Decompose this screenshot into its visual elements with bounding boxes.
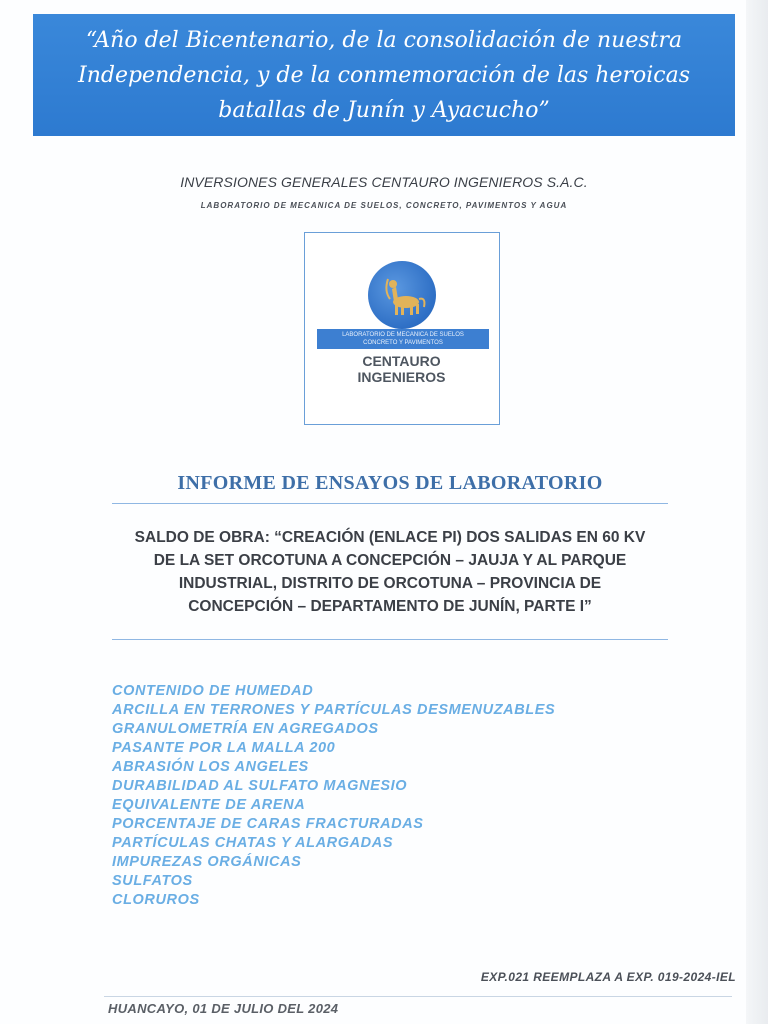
report-title: INFORME DE ENSAYOS DE LABORATORIO xyxy=(177,472,603,494)
banner-line: “Año del Bicentenario, de la consolidación de nuestra xyxy=(85,27,683,53)
project-divider xyxy=(112,639,668,640)
project-line: SALDO DE OBRA: “CREACIÓN (ENLACE PI) DOS SALIDAS EN 60 KV xyxy=(134,529,646,546)
list-item: CONTENIDO DE HUMEDAD xyxy=(112,683,314,699)
list-item: SULFATOS xyxy=(112,873,193,889)
company-subtitle: LABORATORIO DE MECANICA DE SUELOS, CONCRETO, PAVIMENTOS Y AGUA xyxy=(200,201,568,210)
page-edge xyxy=(746,0,768,1024)
list-item: PASANTE POR LA MALLA 200 xyxy=(112,740,336,756)
tests-list xyxy=(112,682,555,910)
centaur-emblem-graphic xyxy=(376,269,428,321)
banner-line: batallas de Junín y Ayacucho” xyxy=(218,97,550,123)
header-banner xyxy=(33,14,735,136)
logo-strip-text: LABORATORIO DE MECANICA DE SUELOS xyxy=(342,332,464,338)
list-item: DURABILIDAD AL SULFATO MAGNESIO xyxy=(112,778,408,794)
logo-strip xyxy=(317,329,489,349)
report-date: HUANCAYO, 01 DE JULIO DEL 2024 xyxy=(108,1001,339,1016)
list-item: PARTÍCULAS CHATAS Y ALARGADAS xyxy=(112,835,394,851)
logo-name-line: CENTAURO xyxy=(362,353,441,369)
list-item: PORCENTAJE DE CARAS FRACTURADAS xyxy=(112,816,424,832)
title-divider xyxy=(112,503,668,504)
project-line: DE LA SET ORCOTUNA A CONCEPCIÓN – JAUJA Y AL PARQUE xyxy=(153,552,627,569)
project-description xyxy=(112,526,668,618)
list-item: IMPUREZAS ORGÁNICAS xyxy=(112,854,302,870)
logo-name-line: INGENIEROS xyxy=(357,369,446,385)
centaur-icon xyxy=(368,261,436,329)
project-line: CONCEPCIÓN – DEPARTAMENTO DE JUNÍN, PARTE I” xyxy=(188,598,592,615)
project-line: INDUSTRIAL, DISTRITO DE ORCOTUNA – PROVINCIA DE xyxy=(178,575,602,592)
list-item: ABRASIÓN LOS ANGELES xyxy=(112,759,309,775)
banner-line: Independencia, y de la conmemoración de las heroicas xyxy=(78,62,690,88)
list-item: ARCILLA EN TERRONES Y PARTÍCULAS DESMENUZABLES xyxy=(112,702,556,718)
company-logo xyxy=(304,232,500,425)
logo-name xyxy=(305,353,498,385)
expedient-note: EXP.021 REEMPLAZA A EXP. 019-2024-IEL xyxy=(480,970,736,984)
list-item: GRANULOMETRÍA EN AGREGADOS xyxy=(112,721,379,737)
logo-strip-text: CONCRETO Y PAVIMENTOS xyxy=(363,340,443,346)
company-name: INVERSIONES GENERALES CENTAURO INGENIEROS S.A.C. xyxy=(180,174,588,190)
list-item: CLORUROS xyxy=(112,892,200,908)
footer-divider xyxy=(104,996,732,997)
list-item: EQUIVALENTE DE ARENA xyxy=(112,797,306,813)
